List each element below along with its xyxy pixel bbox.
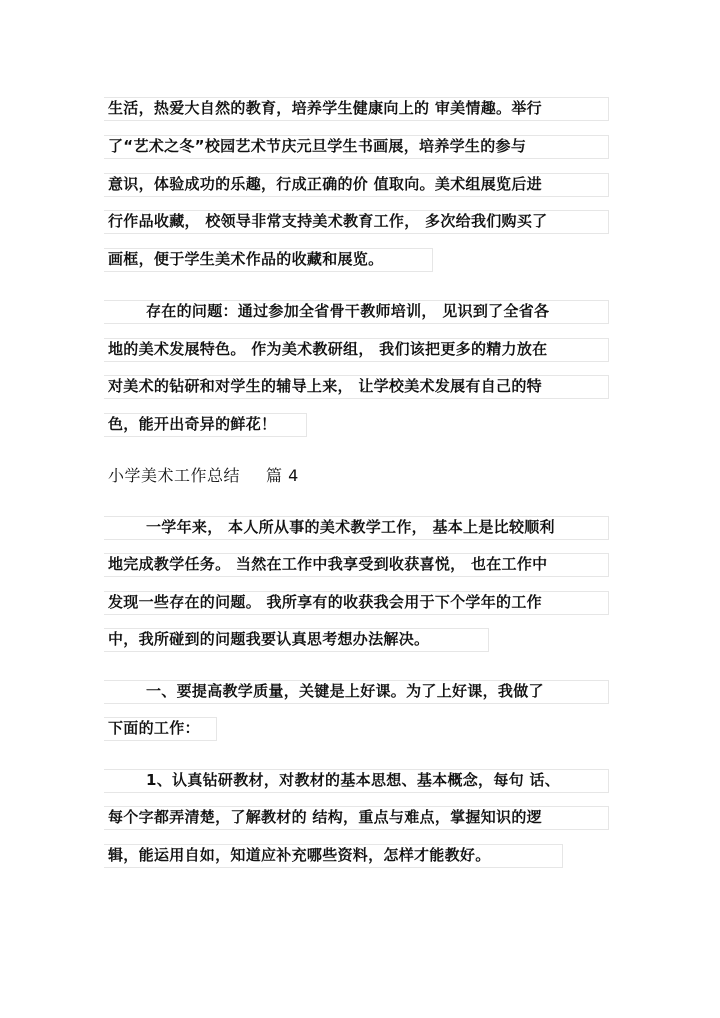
line-text: 发现一些存在的问题。 我所享有的收获我会用于下个学年的工作 bbox=[108, 593, 542, 611]
text-line bbox=[108, 844, 491, 866]
line-text: 地完成教学任务。 当然在工作中我享受到收获喜悦， 也在工作中 bbox=[108, 555, 548, 573]
line-text: 行作品收藏， 校领导非常支持美术教育工作， 多次给我们购买了 bbox=[108, 212, 548, 230]
line-text: 辑，能运用自如，知道应补充哪些资料，怎样才能教好。 bbox=[108, 846, 491, 864]
text-line bbox=[108, 338, 547, 360]
heading-part: 篇 4 bbox=[266, 466, 299, 485]
text-line bbox=[108, 97, 542, 119]
line-text: 中，我所碰到的问题我要认真思考想办法解决。 bbox=[108, 630, 430, 648]
text-line bbox=[108, 248, 383, 270]
line-text: 画框，便于学生美术作品的收藏和展览。 bbox=[108, 250, 384, 268]
line-text: 意识，体验成功的乐趣，行成正确的价 值取向。美术组展览后进 bbox=[108, 175, 542, 193]
text-line bbox=[108, 806, 542, 828]
line-text: 存在的问题：通过参加全省骨干教师培训， 见识到了全省各 bbox=[146, 302, 550, 320]
text-line bbox=[108, 628, 429, 650]
text-line bbox=[108, 135, 526, 157]
text-line bbox=[108, 210, 547, 232]
line-text: 对美术的钻研和对学生的辅导上来， 让学校美术发展有自己的特 bbox=[108, 377, 542, 395]
text-line bbox=[146, 300, 549, 322]
heading-title: 小学美术工作总结 bbox=[108, 466, 241, 485]
line-text: 了“艺术之冬”校园艺术节庆元旦学生书画展，培养学生的参与 bbox=[108, 137, 527, 155]
line-text: 每个字都弄清楚，了解教材的 结构，重点与难点，掌握知识的逻 bbox=[108, 808, 542, 826]
text-line bbox=[146, 680, 544, 702]
text-line bbox=[108, 553, 547, 575]
line-text: 生活，热爱大自然的教育，培养学生健康向上的 审美情趣。举行 bbox=[108, 99, 542, 117]
text-line bbox=[108, 413, 276, 435]
line-text: 地的美术发展特色。 作为美术教研组， 我们该把更多的精力放在 bbox=[108, 340, 548, 358]
line-text: 1、认真钻研教材，对教材的基本思想、基本概念，每句 话、 bbox=[146, 771, 561, 789]
text-line bbox=[108, 717, 200, 739]
line-text: 下面的工作： bbox=[108, 719, 200, 737]
line-text: 一学年来， 本人所从事的美术教学工作， 基本上是比较顺利 bbox=[146, 518, 555, 536]
text-line bbox=[146, 516, 555, 538]
text-line bbox=[108, 591, 542, 613]
section-heading bbox=[108, 465, 299, 487]
text-line bbox=[146, 769, 560, 791]
text-line bbox=[108, 375, 542, 397]
line-text: 色，能开出奇异的鲜花！ bbox=[108, 415, 277, 433]
line-text: 一、要提高教学质量，关键是上好课。为了上好课，我做了 bbox=[146, 682, 544, 700]
text-line bbox=[108, 173, 542, 195]
